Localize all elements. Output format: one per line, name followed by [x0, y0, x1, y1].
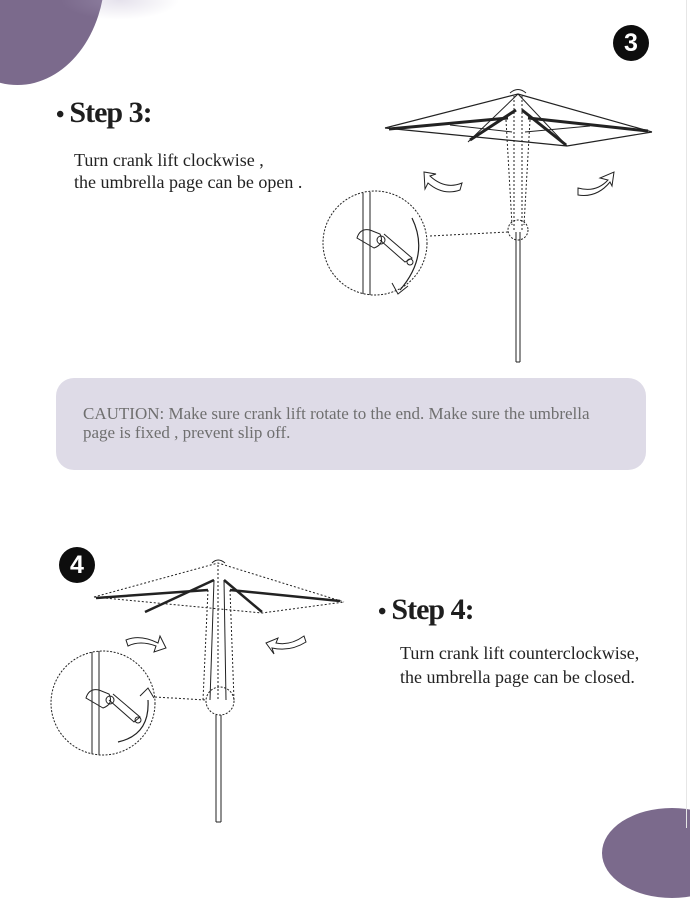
caution-text: [83, 404, 633, 442]
caution-line-1: CAUTION: Make sure crank lift rotate to the end. Make sure the umbrella: [83, 404, 590, 423]
corner-decoration-bottom-right: [602, 808, 690, 898]
step-3-description: [74, 149, 302, 193]
rotation-arrow-icon: [424, 172, 462, 192]
page-edge-line: [686, 0, 687, 828]
rotation-arrow-icon: [266, 636, 306, 654]
step-4-description: [400, 641, 639, 689]
step-4-badge: 4: [59, 547, 95, 583]
step-3-heading: [56, 96, 152, 130]
caution-box: [56, 378, 646, 470]
bullet-icon: •: [378, 599, 386, 625]
step-4-heading: [378, 593, 474, 627]
step-4-line-1: Turn crank lift counterclockwise,: [400, 643, 640, 663]
step-3-title: Step 3:: [69, 96, 152, 129]
step-4-title: Step 4:: [391, 593, 474, 626]
step-3-line-1: Turn crank lift clockwise ,: [74, 150, 264, 170]
step-3-line-2: the umbrella page can be open .: [74, 172, 303, 192]
step-4-line-2: the umbrella page can be closed.: [400, 667, 635, 687]
rotation-arrow-icon: [126, 636, 166, 652]
bullet-icon: •: [56, 102, 64, 128]
rotation-arrow-icon: [578, 172, 614, 195]
caution-line-2: page is fixed , prevent slip off.: [83, 423, 291, 442]
step-3-badge: 3: [613, 25, 649, 61]
